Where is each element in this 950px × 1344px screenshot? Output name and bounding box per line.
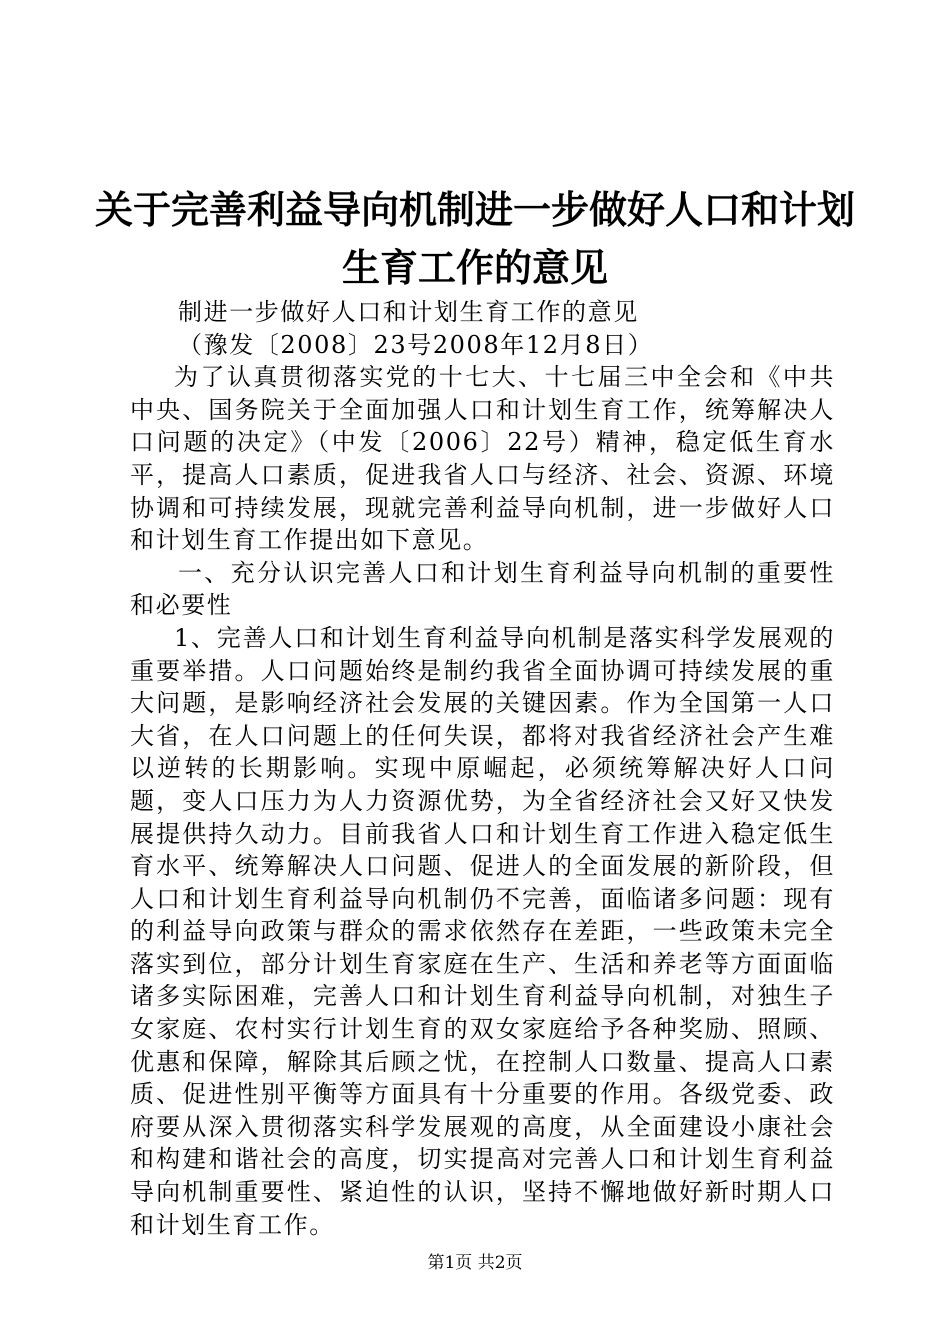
document-title-line-2: 生育工作的意见 xyxy=(341,245,608,290)
page-footer: 第1页 共2页 xyxy=(427,1253,523,1273)
paragraph-item-1: 1、完善人口和计划生育利益导向机制是落实科学发展观的重要举措。人口问题始终是制约我省全面协调可持续发展的重大问题，是影响经济社会发展的关键因素。作为全国第一人口大省，在人口问题上的任何失误，都将对我省经济社会产生难以逆转的长期影响。实现中原崛起，必须统筹解决好人口问题，变人口压力为人力资源优势，为全省经济社会又好又快发展提供持久动力。目前我省人口和计划生育工作进入稳定低生育水平、统筹解决人口问题、促进人的全面发展的新阶段，但人口和计划生育利益导向机制仍不完善，面临诸多问题：现有的利益导向政策与群众的需求依然存在差距，一些政策未完全落实到位，部分计划生育家庭在生产、生活和养老等方面面临诸多实际困难，完善人口和计划生育利益导向机制，对独生子女家庭、农村实行计划生育的双女家庭给予各种奖励、照顾、优惠和保障，解除其后顾之忧，在控制人口数量、提高人口素质、促进性别平衡等方面具有十分重要的作用。各级党委、政府要从深入贯彻落实科学发展观的高度，从全面建设小康社会和构建和谐社会的高度，切实提高对完善人口和计划生育利益导向机制重要性、紧迫性的认识，坚持不懈地做好新时期人口和计划生育工作。 xyxy=(130,623,835,1239)
document-body xyxy=(130,296,835,1241)
document-title-line-1: 关于完善利益导向机制进一步做好人口和计划 xyxy=(94,187,855,232)
paragraph-intro: 为了认真贯彻落实党的十七大、十七届三中全会和《中共中央、国务院关于全面加强人口和计划生育工作，统筹解决人口问题的决定》（中发〔2006〕22号）精神，稳定低生育水平，提高人口素质，促进我省人口与经济、社会、资源、环境协调和可持续发展，现就完善利益导向机制，进一步做好人口和计划生育工作提出如下意见。 xyxy=(130,363,835,555)
section-heading: 一、充分认识完善人口和计划生育利益导向机制的重要性和必要性 xyxy=(130,558,835,620)
document-number: （豫发〔2008〕23号2008年12月8日） xyxy=(178,330,654,359)
document-subtitle: 制进一步做好人口和计划生育工作的意见 xyxy=(178,298,639,326)
